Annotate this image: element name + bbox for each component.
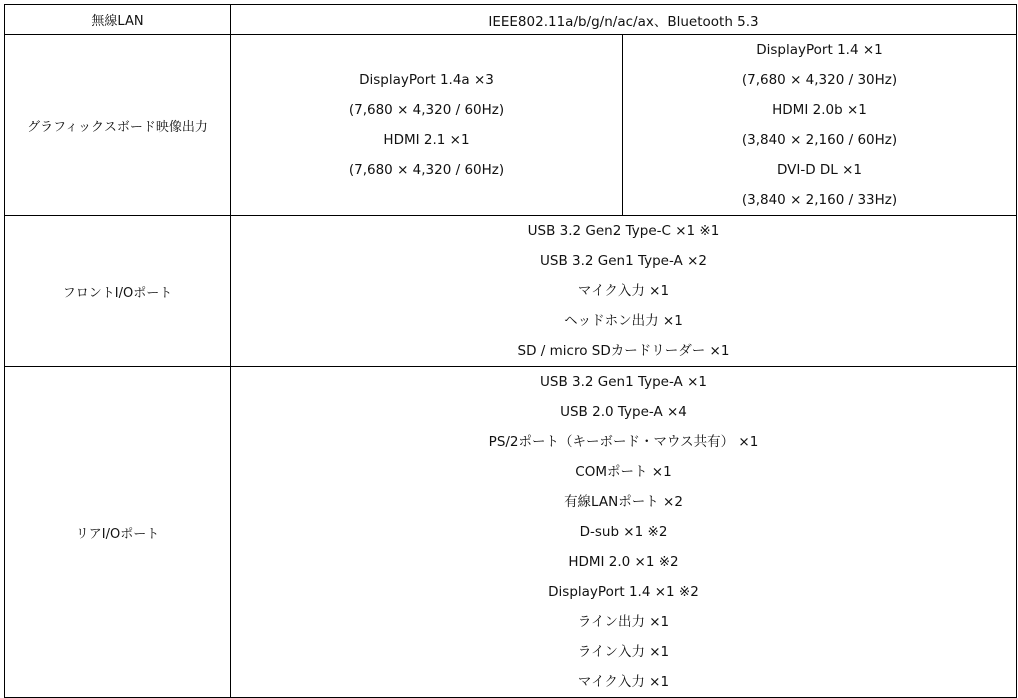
row-label-rear-io: リアI/Oポート bbox=[5, 367, 231, 698]
spec-row-front-io bbox=[5, 216, 1017, 367]
rear-io-item: ライン出力 ×1 bbox=[577, 614, 670, 630]
row-label-front-io: フロントI/Oポート bbox=[5, 216, 231, 367]
graphics-right-line: (7,680 × 4,320 / 30Hz) bbox=[741, 72, 898, 88]
rear-io-item: ライン入力 ×1 bbox=[577, 644, 670, 660]
graphics-right-line: DVI-D DL ×1 bbox=[776, 162, 863, 178]
rear-io-item: HDMI 2.0 ×1 ※2 bbox=[568, 554, 679, 570]
graphics-output-right-cell bbox=[623, 35, 1017, 216]
front-io-item: USB 3.2 Gen2 Type-C ×1 ※1 bbox=[527, 223, 720, 239]
row-label-graphics-output: グラフィックスボード映像出力 bbox=[5, 35, 231, 216]
graphics-output-left-cell bbox=[231, 35, 623, 216]
front-io-item: ヘッドホン出力 ×1 bbox=[564, 313, 683, 329]
rear-io-item: マイク入力 ×1 bbox=[577, 674, 670, 690]
graphics-left-line: DisplayPort 1.4a ×3 bbox=[359, 72, 494, 88]
row-label-wireless-lan: 無線LAN bbox=[5, 5, 231, 35]
graphics-left-line: (7,680 × 4,320 / 60Hz) bbox=[348, 162, 505, 178]
spec-row-rear-io bbox=[5, 367, 1017, 698]
rear-io-cell bbox=[231, 367, 1017, 698]
graphics-left-line: (7,680 × 4,320 / 60Hz) bbox=[348, 102, 505, 118]
rear-io-item: 有線LANポート ×2 bbox=[564, 494, 683, 510]
graphics-right-line: (3,840 × 2,160 / 33Hz) bbox=[741, 192, 898, 208]
row-value-wireless-lan: IEEE802.11a/b/g/n/ac/ax、Bluetooth 5.3 bbox=[231, 5, 1017, 35]
rear-io-item: DisplayPort 1.4 ×1 ※2 bbox=[548, 584, 699, 600]
rear-io-item: USB 2.0 Type-A ×4 bbox=[560, 404, 687, 420]
rear-io-item: COMポート ×1 bbox=[575, 464, 672, 480]
graphics-right-line: (3,840 × 2,160 / 60Hz) bbox=[741, 132, 898, 148]
spec-row-graphics-output bbox=[5, 35, 1017, 216]
rear-io-item: PS/2ポート（キーボード・マウス共有） ×1 bbox=[488, 434, 759, 450]
front-io-item: SD / micro SDカードリーダー ×1 bbox=[517, 343, 730, 359]
rear-io-item: D-sub ×1 ※2 bbox=[579, 524, 668, 540]
spec-row-wireless-lan bbox=[5, 5, 1017, 35]
graphics-right-line: HDMI 2.0b ×1 bbox=[772, 102, 867, 118]
front-io-item: USB 3.2 Gen1 Type-A ×2 bbox=[540, 253, 707, 269]
graphics-left-line: HDMI 2.1 ×1 bbox=[383, 132, 470, 148]
front-io-item: マイク入力 ×1 bbox=[577, 283, 670, 299]
graphics-right-line: DisplayPort 1.4 ×1 bbox=[756, 42, 883, 58]
rear-io-item: USB 3.2 Gen1 Type-A ×1 bbox=[540, 374, 707, 390]
front-io-cell bbox=[231, 216, 1017, 367]
spec-table bbox=[4, 4, 1017, 698]
